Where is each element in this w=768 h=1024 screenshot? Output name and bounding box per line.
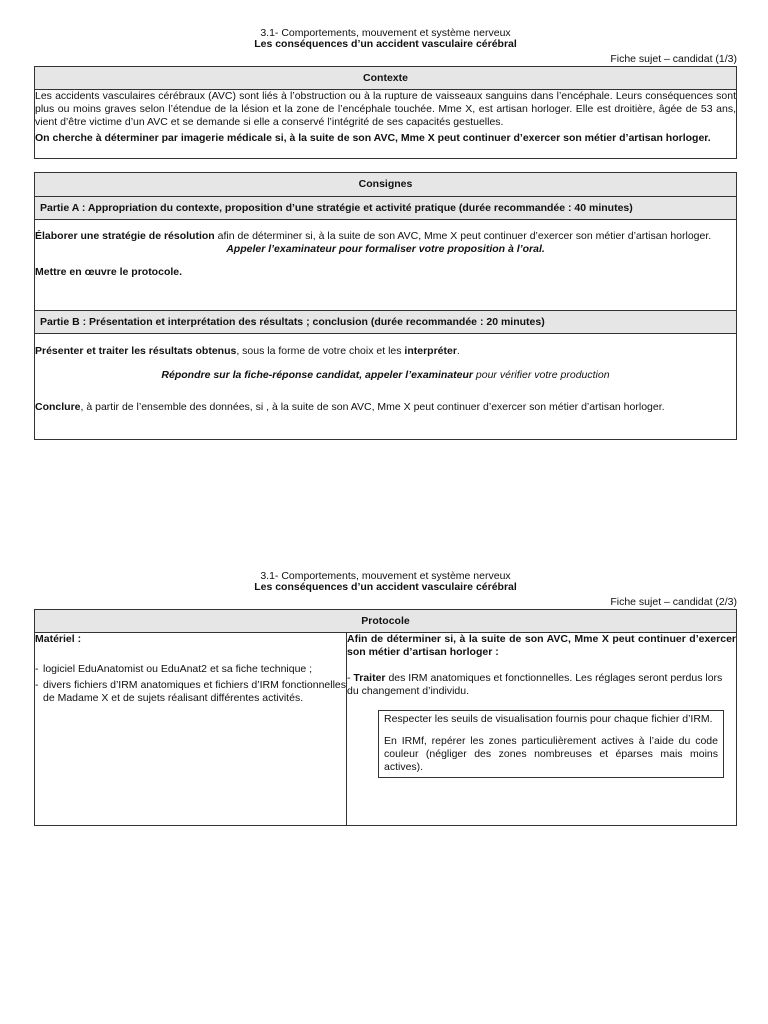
contexte-heading: Contexte (35, 67, 737, 90)
call-rest: pour vérifier votre production (473, 369, 610, 381)
partie-a-body (35, 220, 737, 311)
consignes-table (34, 172, 737, 440)
materiel-cell (35, 633, 347, 826)
traiter-dash: - (347, 672, 354, 684)
protocole-table (34, 609, 737, 826)
page-1-header (34, 28, 737, 50)
present-interpret: interpréter (404, 345, 457, 357)
conclude-text: , à partir de l’ensemble des données, si , à la suite de son AVC, Mme X peut continuer d’exercer son métier d’artisan horloger. (80, 401, 665, 413)
contexte-body (35, 90, 737, 159)
fiche-label: Fiche sujet – candidat (2/3) (610, 596, 737, 608)
strategy-text: afin de déterminer si, à la suite de son AVC, Mme X peut continuer d’exercer son métier d’artisan horloger. (214, 230, 712, 242)
fiche-label: Fiche sujet – candidat (1/3) (610, 53, 737, 65)
protocol-goal: Afin de déterminer si, à la suite de son AVC, Mme X peut continuer d’exercer son métier d’artisan horloger : (347, 633, 736, 658)
contexte-goal: On cherche à déterminer par imagerie médicale si, à la suite de son AVC, Mme X peut continuer d’exercer son métier d’artisan horloger. (35, 132, 711, 144)
visualisation-threshold: Respecter les seuils de visualisation fournis pour chaque fichier d’IRM. (384, 713, 713, 725)
strategy-lead: Élaborer une stratégie de résolution (35, 230, 215, 242)
page-1 (34, 28, 737, 440)
partie-b-conclude (35, 401, 736, 414)
partie-b-body (35, 334, 737, 440)
conclude-lead: Conclure (35, 401, 81, 413)
partie-b-call (35, 369, 736, 382)
list-item: - logiciel EduAnatomist ou EduAnat2 et sa fiche technique ; (35, 663, 346, 676)
partie-b-heading: Partie B : Présentation et interprétation des résultats ; conclusion (durée recommandée : 20 minutes) (35, 311, 737, 334)
visualisation-irmf: En IRMf, repérer les zones particulièrement actives à l’aide du code couleur (négliger des zones nombreuses et éparses mais moins actives). (384, 735, 718, 773)
protocol-steps-cell (347, 633, 737, 826)
call-bold: Répondre sur la fiche-réponse candidat, appeler l’examinateur (161, 369, 473, 381)
traiter-text: des IRM anatomiques et fonctionnelles. Les réglages seront perdus lors du changement d’individu. (347, 672, 723, 697)
page-2-header (34, 571, 737, 593)
traiter-lead: Traiter (353, 672, 386, 684)
present-mid: , sous la forme de votre choix et les (236, 345, 405, 357)
partie-a-call: Appeler l’examinateur pour formaliser votre proposition à l’oral. (226, 243, 545, 255)
chapter-title: 3.1- Comportements, mouvement et système nerveux (260, 27, 511, 39)
subject-title: Les conséquences d’un accident vasculaire cérébral (254, 581, 517, 593)
contexte-paragraph: Les accidents vasculaires cérébraux (AVC) sont liés à l’obstruction ou à la rupture de vaisseaux sanguins dans l’encéphale. Leurs conséquences sont plus ou moins graves selon l’étendue de la lésion et la zone de l’encéphale touchée. Mme X, est artisan horloger. Elle est droitière, âgée de 53 ans, vient d’être victime d’un AVC et se demande si elle a conservé l’intégrité de ses capacités gestuelles. (35, 90, 736, 128)
present-end: . (456, 345, 460, 357)
subject-title: Les conséquences d’un accident vasculaire cérébral (254, 38, 517, 50)
visualisation-box (378, 710, 724, 778)
list-item: - divers fichiers d’IRM anatomiques et fichiers d’IRM fonctionnelles de Madame X et de sujets réalisant différentes activités. (35, 679, 346, 705)
present-lead: Présenter et traiter les résultats obtenus (35, 345, 237, 357)
protocole-heading: Protocole (35, 610, 737, 633)
materiel-title: Matériel : (35, 633, 82, 645)
consignes-heading: Consignes (35, 173, 737, 197)
partie-a-protocol: Mettre en œuvre le protocole. (35, 266, 183, 278)
chapter-title: 3.1- Comportements, mouvement et système nerveux (260, 570, 511, 582)
partie-a-heading: Partie A : Appropriation du contexte, proposition d’une stratégie et activité pratique (durée recommandée : 40 minutes) (35, 197, 737, 220)
partie-a-strategy (35, 230, 736, 243)
traiter-step (347, 672, 736, 698)
partie-b-present (35, 345, 736, 358)
materiel-list (35, 663, 346, 705)
contexte-table (34, 66, 737, 159)
page-2 (34, 571, 737, 826)
